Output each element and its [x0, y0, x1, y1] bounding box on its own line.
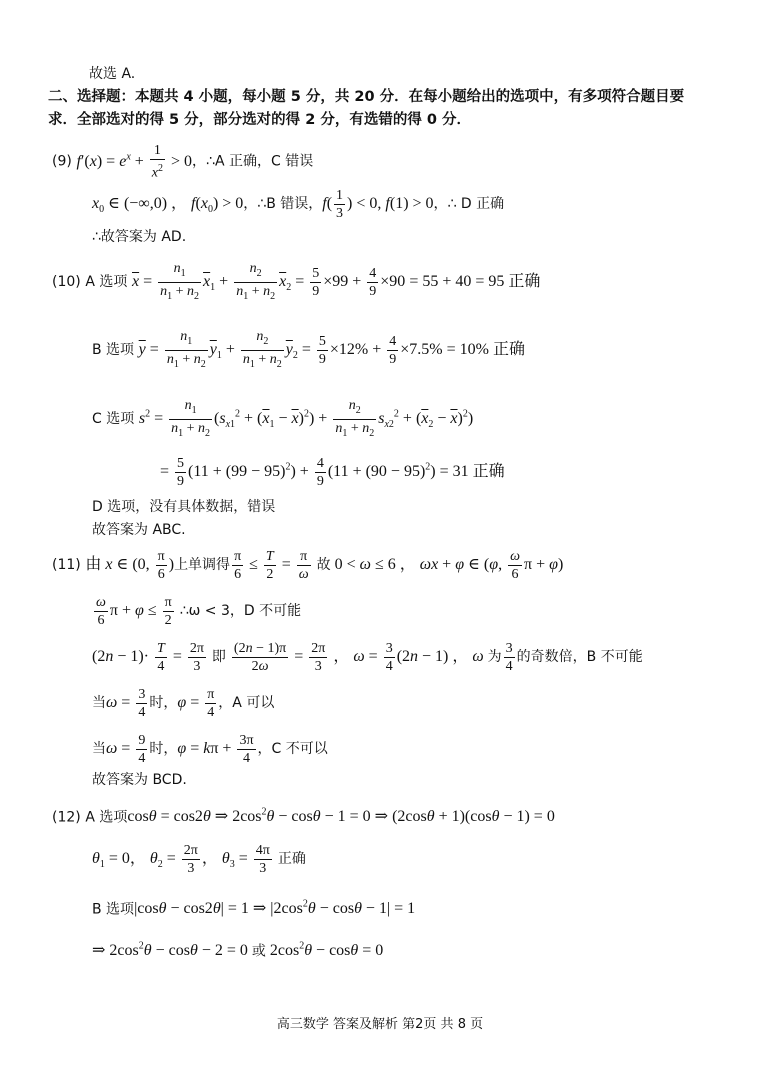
q12-a-equation: cosθ = cos2θ ⇒ $2\cos^2\theta - \cos\theta - 1 = 0$ ⇒ (2cosθ + 1)(cosθ − 1) = 0: [127, 807, 555, 826]
q11-text-1: 上单调得: [174, 557, 231, 574]
q10-line-c: [92, 397, 473, 442]
q12-or: 或: [251, 943, 266, 960]
q10-d-line: D 选项，没有具体数据，错误: [92, 499, 276, 515]
q11-c-conclusion: ，C 不可以: [257, 741, 328, 758]
q11-interval: 由 x ∈ (0, $\frac{\pi}{6}$ ): [85, 549, 175, 582]
q11-period-eq: (2n − 1)· $\frac{T}{4}$ = $\frac{2\pi}{3}$: [92, 641, 204, 674]
q9-f-values: f( $\frac{1}{3}$ ) < 0, f(1) > 0: [322, 188, 434, 221]
q9-derivative: $f'(x) = e^x$ + $\frac{1}{x^2}$ > 0: [76, 143, 193, 181]
q11-answer: 故答案为 BCD.: [92, 772, 187, 788]
q9-conclusion-2: ，∴B 错误，: [243, 196, 323, 213]
q11-phi-c: φ = kπ + $\frac{3\pi}{4}$: [177, 733, 254, 766]
q12-b-case-1: ⇒ $2\cos^2\theta - \cos\theta - 2 = 0$: [92, 941, 252, 960]
q9-number: (9): [52, 153, 72, 170]
q9-answer: ∴故答案为 AD.: [92, 229, 187, 245]
q9-x0-condition: $x_0$ ∈ (−∞,0) ， $f(x_0) > 0$: [92, 195, 244, 216]
q12-roots: $\theta_1 = 0$， $\theta_2$ = $\frac{2\pi}{3}$ ， $\theta_3$ = $\frac{4\pi}{3}$: [92, 843, 270, 876]
q11-bound: $\frac{\omega}{6}$ π + φ ≤ $\frac{\pi}{2}$: [96, 595, 172, 628]
q11-shi-a: 时，: [149, 695, 178, 712]
q11-phi-a: φ = $\frac{\pi}{4}$: [177, 687, 215, 720]
q11-text-wei: 为: [487, 649, 502, 666]
q11-inequality: $\frac{\pi}{6}$ ≤ $\frac{T}{2}$ = $\frac{\pi}{\omega}$: [234, 549, 309, 582]
q11-line-2: [92, 594, 301, 629]
q10-a-formula: $\overline{x}$ = $\frac{n_1}{n_1 + n_2}$ $\overline{x}_1$ + $\frac{n_2}{n_1 + n_2}$ $\overline{x}_2$ = $\frac{5}{9}$ ×99 + $\frac{4}{9}$ ×90: [132, 261, 410, 302]
q11-line-1: [52, 548, 563, 583]
q11-line-4: [92, 686, 274, 721]
q10-answer: 故答案为 ABC.: [92, 522, 186, 538]
q9-conclusion-3: ，∴ D 正确: [433, 196, 505, 213]
q10-c-computation: = $\frac{5}{9}$ $(11 + (99 - 95)^2)$ + $\frac{4}{9}$ $(11 + (90 - 95)^2)$: [160, 456, 440, 489]
q12-line-a: [52, 804, 555, 826]
q12-number: (12): [52, 809, 81, 826]
q11-a-conclusion: ，A 可以: [218, 695, 275, 712]
q10-b-label: B 选项: [92, 341, 135, 358]
page-footer: 高三数学 答案及解析 第2页 共 8 页: [276, 1017, 484, 1032]
q11-three-quarters: $\frac{3}{4}$: [505, 641, 513, 674]
q9-line-2: [92, 187, 504, 222]
q11-d-conclusion: ∴ω < 3，D 不可能: [179, 603, 302, 620]
q12-a-conclusion: 正确: [277, 851, 306, 868]
q11-shi-c: 时，: [149, 741, 178, 758]
q10-b-result: = 10% 正确: [446, 340, 525, 358]
q11-omega-c: ω = $\frac{9}{4}$: [106, 733, 146, 766]
q11-b-conclusion: 的奇数倍，B 不可能: [516, 649, 643, 666]
q11-when-c: 当: [92, 741, 106, 758]
q12-a-label: A 选项: [85, 809, 128, 826]
q9-line-1: [52, 142, 313, 182]
q11-when-a: 当: [92, 695, 106, 712]
q10-a-result: = 55 + 40 = 95 正确: [409, 272, 541, 290]
section-title: 二、选择题：本题共 4 小题，每小题 5 分，共 20 分．在每小题给出的选项中，有多项符合题目要: [48, 89, 685, 105]
q11-omega-range: 0 < ω ≤ 6 ， ωx + φ ∈ (φ, $\frac{\omega}{6}$ π + φ): [330, 549, 564, 582]
intro-line: 故选 A.: [89, 66, 136, 82]
section-title-continued: 求．全部选对的得 5 分，部分选对的得 2 分，有选错的得 0 分．: [48, 112, 472, 128]
q9-conclusion-1: ，∴A 正确，C 错误: [192, 153, 314, 170]
q10-c-label: C 选项: [92, 410, 135, 427]
q11-text-ji: 即: [211, 649, 226, 666]
q11-line-5: [92, 732, 328, 767]
q10-c-result: = 31 正确: [439, 463, 505, 481]
q11-period-eq-2: $\frac{(2n - 1)\pi}{2\omega}$ = $\frac{2\pi}{3}$ ， ω = $\frac{3}{4}$ (2n − 1) ， ω: [233, 641, 484, 674]
q10-c-formula: $s^2$ = $\frac{n_1}{n_1 + n_2}$ $(s_{x1}^2 + (\overline{x}_1 - \overline{x})^2)$ + $\frac{n_2}{n_1 + n_2}$ $s_{x2}^2 + (\overline{x}_2 - \overline{x})^2$): [138, 398, 474, 439]
q11-number: (11): [52, 557, 81, 574]
q12-b-equation: |cosθ − cos2θ| = 1 ⇒ $|2\cos^2\theta - \cos\theta - 1| = 1$: [134, 899, 416, 918]
q11-text-2: 故: [316, 557, 331, 574]
q12-line-b: [92, 896, 415, 918]
q12-b-label: B 选项: [92, 901, 135, 918]
q12-line-b2: [92, 938, 383, 960]
q10-a-label: A 选项: [85, 273, 128, 290]
q10-line-a: [52, 260, 540, 305]
q10-b-formula: $\overline{y}$ = $\frac{n_1}{n_1 + n_2}$ $\overline{y}_1$ + $\frac{n_2}{n_1 + n_2}$ $\overline{y}_2$ = $\frac{5}{9}$ ×12% + $\frac{4}{9}$ ×7.5%: [138, 329, 447, 370]
q10-number: (10): [52, 273, 81, 290]
q12-line-a2: [92, 842, 306, 877]
q11-omega-a: ω = $\frac{3}{4}$: [106, 687, 146, 720]
q12-b-case-2: $2\cos^2\theta - \cos\theta = 0$: [265, 941, 384, 960]
q11-line-3: [92, 640, 643, 675]
q10-line-b: [92, 328, 525, 373]
q10-line-c2: [160, 455, 505, 490]
